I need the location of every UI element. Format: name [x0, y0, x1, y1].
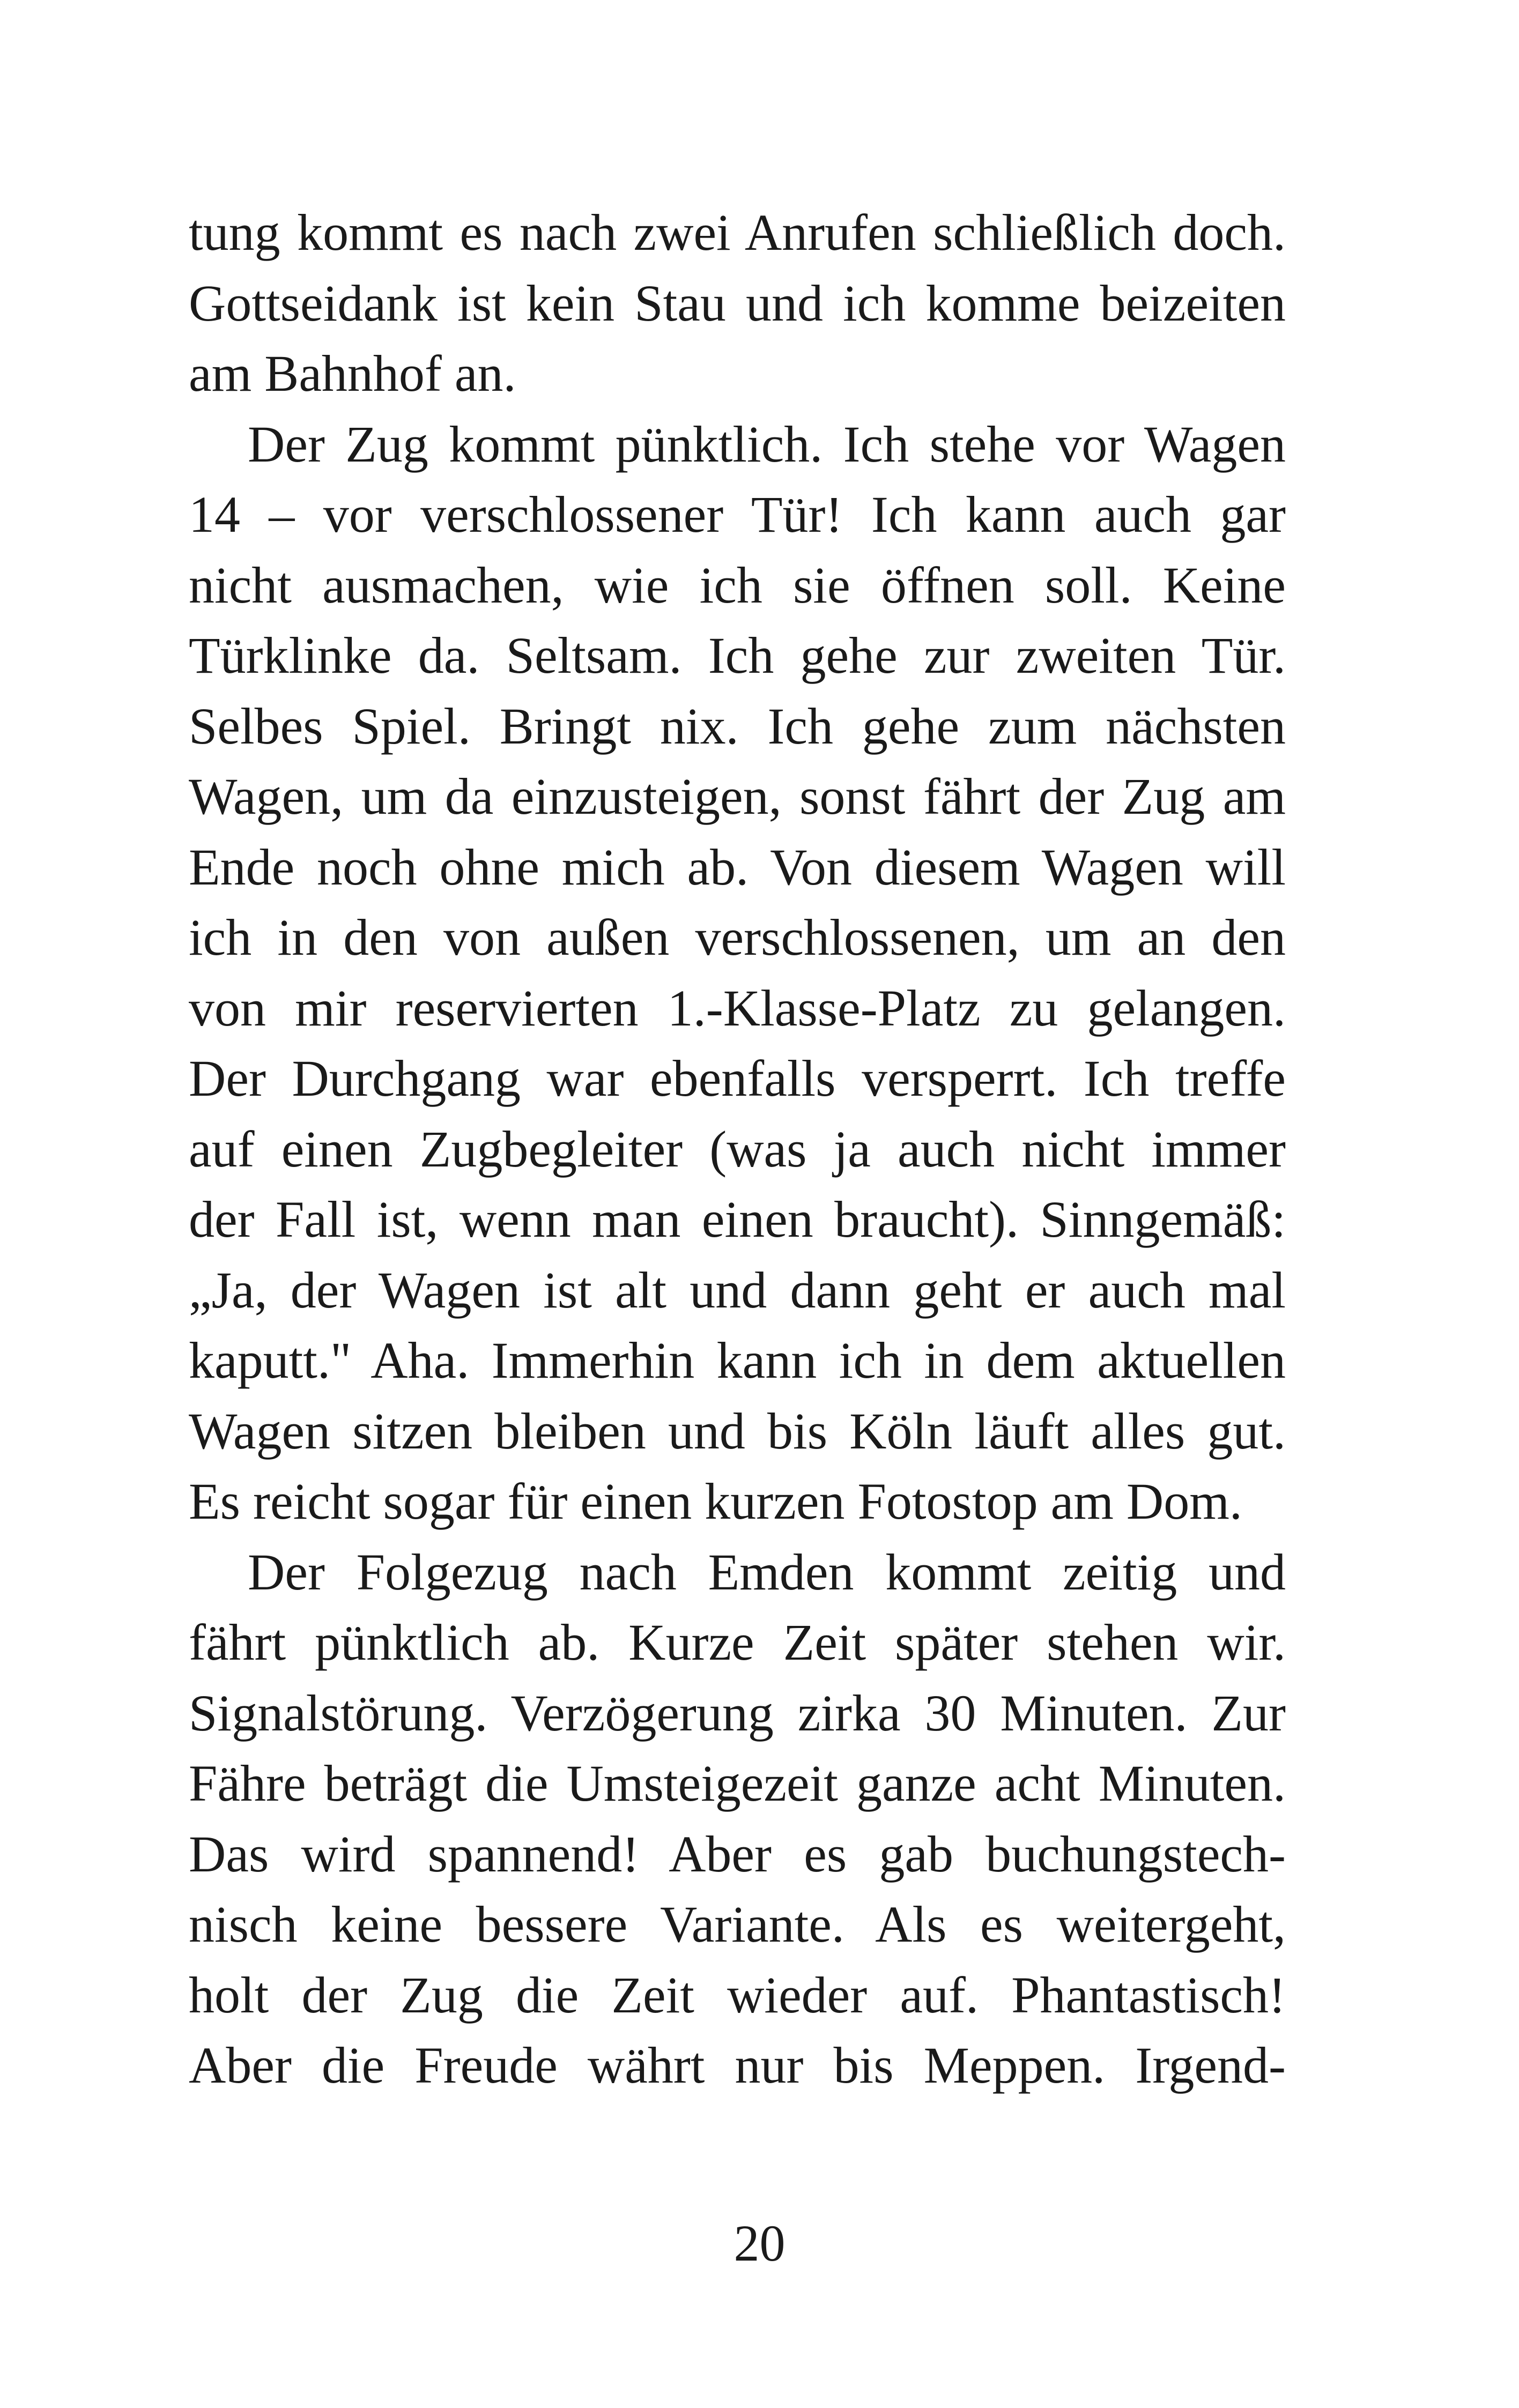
text-line: Es reicht sogar für einen kurzen Fotostop am Dom. [189, 1473, 1242, 1530]
text-line: Aber die Freude währt nur bis Meppen. Irgend- [189, 2037, 1286, 2094]
text-line: Signalstörung. Verzögerung zirka 30 Minuten. Zur [189, 1684, 1286, 1742]
text-line: holt der Zug die Zeit wieder auf. Phantastisch! [189, 1966, 1286, 2024]
text-line: kaputt." Aha. Immerhin kann ich in dem aktuellen [189, 1332, 1286, 1389]
text-line: Türklinke da. Seltsam. Ich gehe zur zweiten Tür. [189, 627, 1286, 684]
text-line: nisch keine bessere Variante. Als es weitergeht, [189, 1896, 1286, 1953]
text-line: nicht ausmachen, wie ich sie öffnen soll. Keine [189, 556, 1286, 614]
text-line: tung kommt es nach zwei Anrufen schließlich doch. [189, 204, 1286, 261]
text-line: Fähre beträgt die Umsteigezeit ganze acht Minuten. [189, 1755, 1286, 1812]
text-line: der Fall ist, wenn man einen braucht). Sinngemäß: [189, 1191, 1286, 1248]
text-line: 14 – vor verschlossener Tür! Ich kann auch gar [189, 486, 1286, 543]
text-line: Selbes Spiel. Bringt nix. Ich gehe zum nächsten [189, 697, 1286, 755]
text-line: Das wird spannend! Aber es gab buchungstech- [189, 1825, 1286, 1883]
text-line: fährt pünktlich ab. Kurze Zeit später stehen wir. [189, 1614, 1286, 1671]
text-line: Der Durchgang war ebenfalls versperrt. Ich treffe [189, 1050, 1286, 1107]
text-line: am Bahnhof an. [189, 345, 516, 402]
text-line: Wagen, um da einzusteigen, sonst fährt der Zug am [189, 768, 1286, 825]
text-line: Der Folgezug nach Emden kommt zeitig und [248, 1543, 1286, 1601]
body-text [189, 197, 1286, 2101]
text-line: von mir reservierten 1.-Klasse-Platz zu gelangen. [189, 979, 1286, 1037]
text-line: auf einen Zugbegleiter (was ja auch nicht immer [189, 1120, 1286, 1178]
text-line: Gottseidank ist kein Stau und ich komme beizeiten [189, 274, 1286, 332]
text-line: Ende noch ohne mich ab. Von diesem Wagen will [189, 838, 1286, 896]
text-line: Der Zug kommt pünktlich. Ich stehe vor Wagen [248, 415, 1286, 473]
page-number: 20 [733, 2214, 786, 2272]
text-line: Wagen sitzen bleiben und bis Köln läuft alles gut. [189, 1402, 1286, 1460]
text-line: ich in den von außen verschlossenen, um an den [189, 909, 1286, 966]
text-line: „Ja, der Wagen ist alt und dann geht er auch mal [189, 1261, 1286, 1319]
